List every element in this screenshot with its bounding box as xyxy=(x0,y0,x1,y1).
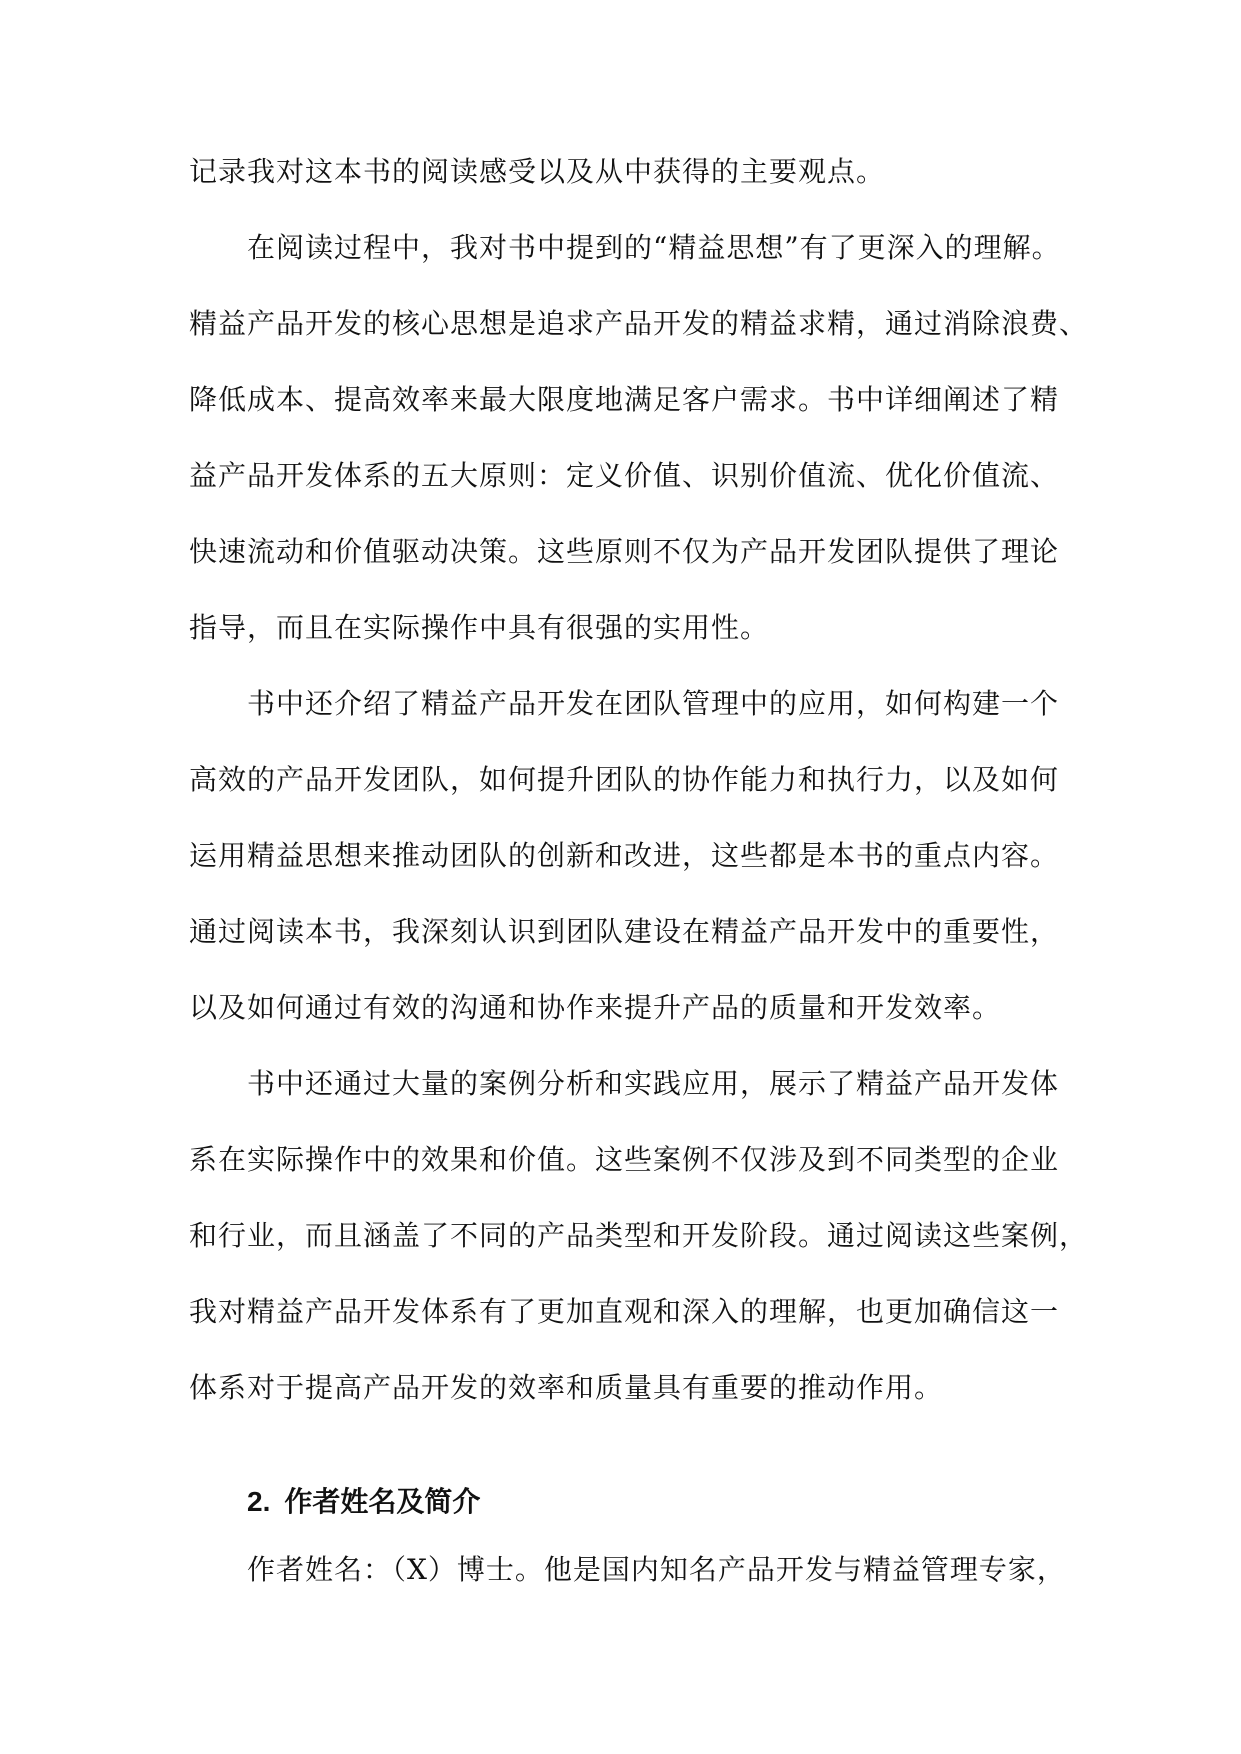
paragraph xyxy=(189,140,1059,216)
text-line: 通过阅读本书，我深刻认识到团队建设在精益产品开发中的重要性， xyxy=(189,915,1060,948)
text-line: 益产品开发体系的五大原则：定义价值、识别价值流、优化价值流、 xyxy=(189,459,1060,492)
text-line: 作者姓名：（X）博士。他是国内知名产品开发与精益管理专家， xyxy=(247,1553,1066,1586)
section-title: 作者姓名及简介 xyxy=(284,1485,481,1518)
text-line: 在阅读过程中，我对书中提到的“精益思想”有了更深入的理解。 xyxy=(247,231,1061,264)
page-content xyxy=(189,140,1089,1614)
text-line: 我对精益产品开发体系有了更加直观和深入的理解，也更加确信这一 xyxy=(189,1295,1060,1328)
text-line: 体系对于提高产品开发的效率和质量具有重要的推动作用。 xyxy=(189,1371,944,1404)
paragraph xyxy=(189,1538,1066,1614)
text-line: 书中还介绍了精益产品开发在团队管理中的应用，如何构建一个 xyxy=(247,687,1060,720)
section-number: 2. xyxy=(247,1486,271,1517)
text-line: 快速流动和价值驱动决策。这些原则不仅为产品开发团队提供了理论 xyxy=(189,535,1060,568)
paragraph xyxy=(189,216,1089,672)
text-line: 指导，而且在实际操作中具有很强的实用性。 xyxy=(189,611,770,644)
text-line: 精益产品开发的核心思想是追求产品开发的精益求精，通过消除浪费、 xyxy=(189,307,1089,340)
text-line: 以及如何通过有效的沟通和协作来提升产品的质量和开发效率。 xyxy=(189,991,1002,1024)
text-line: 运用精益思想来推动团队的创新和改进，这些都是本书的重点内容。 xyxy=(189,839,1060,872)
text-line: 和行业，而且涵盖了不同的产品类型和开发阶段。通过阅读这些案例， xyxy=(189,1219,1089,1252)
text-line: 记录我对这本书的阅读感受以及从中获得的主要观点。 xyxy=(189,155,886,188)
text-line: 系在实际操作中的效果和价值。这些案例不仅涉及到不同类型的企业 xyxy=(189,1143,1060,1176)
text-line: 降低成本、提高效率来最大限度地满足客户需求。书中详细阐述了精 xyxy=(189,383,1060,416)
text-line: 高效的产品开发团队，如何提升团队的协作能力和执行力，以及如何 xyxy=(189,763,1060,796)
text-line: 书中还通过大量的案例分析和实践应用，展示了精益产品开发体 xyxy=(247,1067,1060,1100)
paragraph xyxy=(189,1052,1089,1432)
section-heading xyxy=(189,1442,1059,1538)
paragraph xyxy=(189,672,1059,1052)
